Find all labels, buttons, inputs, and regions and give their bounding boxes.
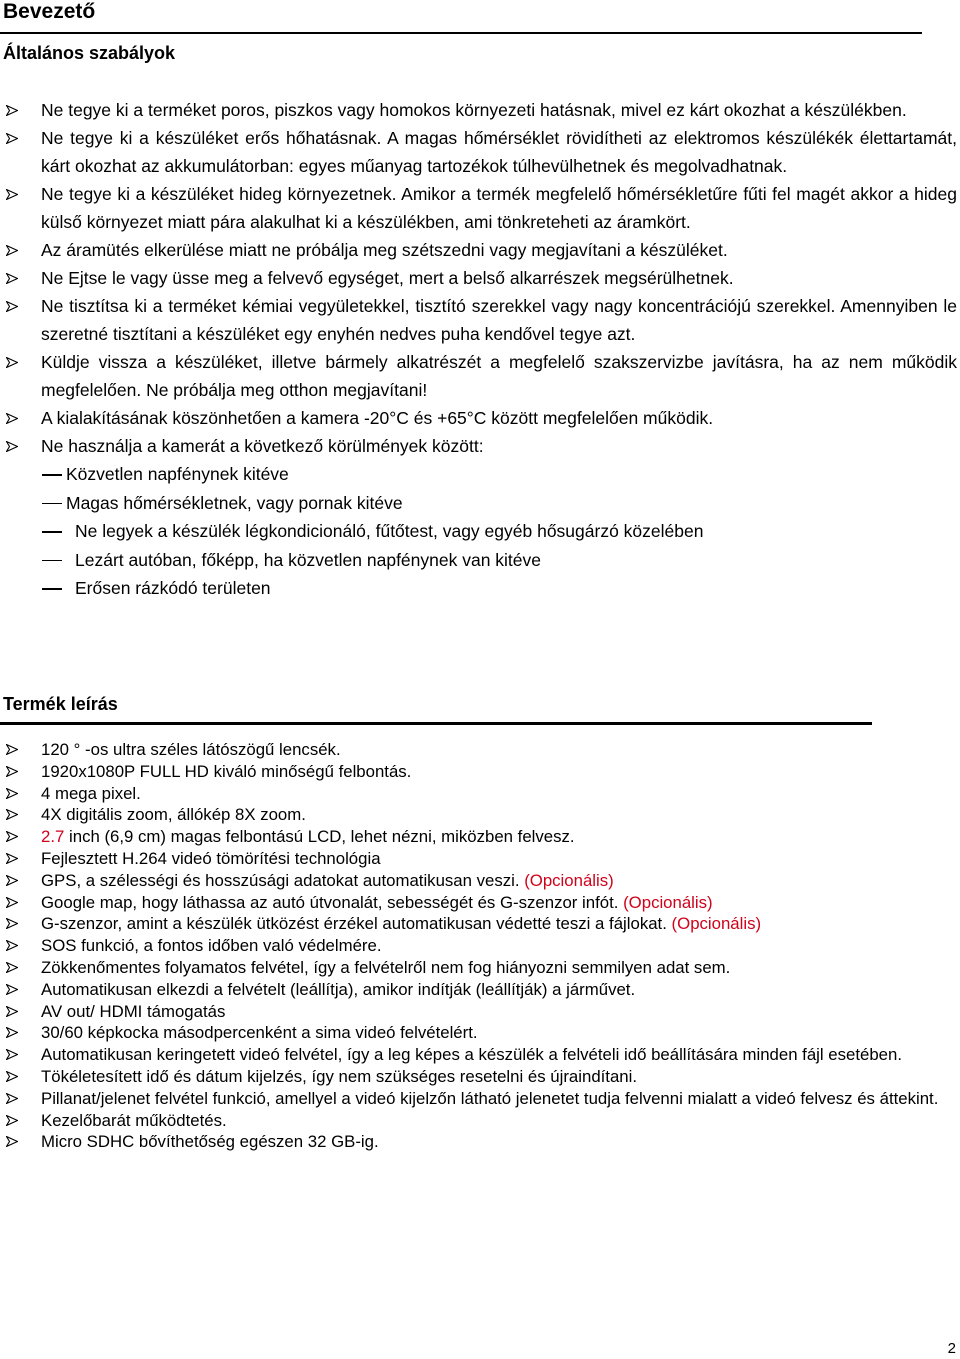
- arrow-bullet-icon: [6, 744, 18, 755]
- arrow-bullet-icon: [6, 273, 18, 284]
- list-item: Ne tegye ki a készüléket hideg környezetnek. Amikor a termék megfelelő hőmérsékletűre fűti fel magét akkor a hideg külső környezet miatt pára alakulhat ki a készülékben, ami tönkreteheti az áramkört.: [0, 180, 960, 236]
- list-item: Küldje vissza a készüléket, illetve bármely alkatrészét a megfelelő szakszervizbe javításra, ha az nem működik megfelelően. Ne próbálja meg otthon megjavítani!: [0, 348, 960, 404]
- feature-item: [0, 1022, 960, 1044]
- dash-bullet: [42, 474, 62, 476]
- arrow-bullet-icon: [6, 984, 18, 995]
- feature-text: Pillanat/jelenet felvétel funkció, amellyel a videó kijelzőn látható jelenetet tudja felvenni mialatt a videó felvesz és áttekint.: [41, 1088, 939, 1108]
- arrow-bullet-icon: [6, 1136, 18, 1147]
- arrow-bullet-icon: [6, 245, 18, 256]
- arrow-bullet-icon: [6, 301, 18, 312]
- arrow-bullet-icon: [6, 1115, 18, 1126]
- feature-item: [0, 892, 960, 914]
- arrow-bullet-icon: [6, 788, 18, 799]
- feature-item: [0, 1044, 960, 1066]
- arrow-bullet-icon: [6, 875, 18, 886]
- feature-item: [0, 761, 960, 783]
- arrow-bullet-icon: [6, 831, 18, 842]
- feature-text: 120 ° -os ultra széles látószögű lencsék.: [41, 740, 341, 759]
- general-rules-title: Általános szabályok: [3, 43, 176, 63]
- optional-label: (Opcionális): [524, 870, 614, 890]
- feature-text: Zökkenőmentes folyamatos felvétel, így a felvételről nem fog hiányozni semmilyen adat sem.: [41, 957, 731, 977]
- feature-text: G-szenzor, amint a készülék ütközést érzékel automatikusan védetté teszi a fájlokat.: [41, 914, 672, 934]
- feature-text: AV out/ HDMI támogatás: [41, 1001, 226, 1021]
- feature-text: 30/60 képkocka másodpercenként a sima videó felvételért.: [41, 1023, 478, 1043]
- feature-item: [0, 1066, 960, 1088]
- condition-item: Magas hőmérsékletnek, vagy pornak kitéve: [0, 489, 960, 518]
- arrow-bullet-icon: [6, 962, 18, 973]
- arrow-bullet-icon: [6, 441, 18, 452]
- arrow-bullet-icon: [6, 1027, 18, 1038]
- highlight-value: 2.7: [41, 827, 65, 847]
- feature-item: [0, 1110, 960, 1132]
- feature-text: inch (6,9 cm) magas felbontású LCD, lehet nézni, miközben felvesz.: [64, 827, 575, 847]
- feature-text: Tökéletesített idő és dátum kijelzés, így nem szükséges resetelni és újraindítani.: [41, 1066, 638, 1086]
- feature-item: [0, 848, 960, 870]
- list-item: A kialakításának köszönhetően a kamera -20°C és +65°C között megfelelően működik.: [0, 404, 960, 432]
- feature-text: Fejlesztett H.264 videó tömörítési technológia: [41, 848, 381, 868]
- arrow-bullet-icon: [6, 413, 18, 424]
- feature-text: 1920x1080P FULL HD kiváló minőségű felbontás.: [41, 761, 412, 781]
- feature-text: Automatikusan keringetett videó felvétel, így a leg képes a készülék a felvételi idő beállítására minden fájl esetében.: [41, 1045, 903, 1065]
- feature-text: Automatikusan elkezdi a felvételt (leállítja), amikor indítják (leállítják) a járművet.: [41, 979, 636, 999]
- arrow-bullet-icon: [6, 1049, 18, 1060]
- feature-item: [0, 957, 960, 979]
- optional-label: (Opcionális): [671, 914, 762, 934]
- section-rule: [0, 722, 872, 725]
- product-features-list: [0, 739, 960, 1153]
- heading-rule: [0, 32, 922, 34]
- arrow-bullet-icon: [6, 1071, 18, 1082]
- feature-item: [0, 1088, 960, 1110]
- product-description-title: Termék leírás: [3, 694, 118, 714]
- feature-text: Micro SDHC bővíthetőség egészen 32 GB-ig.: [41, 1132, 379, 1152]
- condition-item: Ne legyek a készülék légkondicionáló, fűtőtest, vagy egyéb hősugárzó közelében: [0, 517, 960, 546]
- feature-item: [0, 783, 960, 805]
- arrow-bullet-icon: [6, 940, 18, 951]
- arrow-bullet-icon: [6, 189, 18, 200]
- feature-item: [0, 1131, 960, 1153]
- feature-item: [0, 870, 960, 892]
- feature-text: Kezelőbarát működtetés.: [41, 1110, 227, 1130]
- list-item: Ne tisztítsa ki a terméket kémiai vegyületekkel, tisztító szerekkel vagy nagy koncentrációjú szerekkel. Amennyiben le szeretné tisztítani a készüléket egy enyhén nedves puha kendővel tegye azt.: [0, 292, 960, 348]
- dash-bullet: [42, 588, 62, 590]
- condition-item: Lezárt autóban, főképp, ha közvetlen napfénynek van kitéve: [0, 546, 960, 575]
- arrow-bullet-icon: [6, 897, 18, 908]
- feature-text: GPS, a szélességi és hosszúsági adatokat automatikusan veszi.: [41, 870, 525, 890]
- feature-item: [0, 826, 960, 848]
- feature-text: Google map, hogy láthassa az autó útvonalát, sebességét és G-szenzor infót.: [41, 892, 624, 912]
- page-heading: Bevezető: [3, 0, 96, 23]
- arrow-bullet-icon: [6, 853, 18, 864]
- list-item: Ne Ejtse le vagy üsse meg a felvevő egységet, mert a belső alkarrészek megsérülhetnek.: [0, 264, 960, 292]
- feature-item: [0, 739, 960, 761]
- arrow-bullet-icon: [6, 133, 18, 144]
- feature-item: [0, 935, 960, 957]
- arrow-bullet-icon: [6, 766, 18, 777]
- feature-text: SOS funkció, a fontos időben való védelmére.: [41, 936, 382, 956]
- dash-bullet: [42, 531, 62, 533]
- feature-item: [0, 913, 960, 935]
- arrow-bullet-icon: [6, 105, 18, 116]
- list-item: Ne használja a kamerát a következő körülmények között:: [0, 432, 960, 460]
- feature-text: 4 mega pixel.: [41, 783, 141, 803]
- list-item: Ne tegye ki a készüléket erős hőhatásnak. A magas hőmérséklet rövidítheti az elektromos készülékék élettartamát, kárt okozhat az akkumulátorban: egyes műanyag tartozékok túlhevülhetnek és megolvadhatnak.: [0, 124, 960, 180]
- feature-item: [0, 804, 960, 826]
- optional-label: (Opcionális): [623, 892, 713, 912]
- general-rules-list: [0, 96, 960, 603]
- arrow-bullet-icon: [6, 809, 18, 820]
- arrow-bullet-icon: [6, 1006, 18, 1017]
- dash-bullet: [42, 503, 62, 505]
- arrow-bullet-icon: [6, 918, 18, 929]
- condition-item: Erősen rázkódó területen: [0, 574, 960, 603]
- list-item: Ne tegye ki a terméket poros, piszkos vagy homokos környezeti hatásnak, mivel ez kárt okozhat a készülékben.: [0, 96, 960, 124]
- condition-item: Közvetlen napfénynek kitéve: [0, 460, 960, 489]
- arrow-bullet-icon: [6, 357, 18, 368]
- feature-item: [0, 1001, 960, 1023]
- arrow-bullet-icon: [6, 1093, 18, 1104]
- page-number: 2: [947, 1340, 956, 1357]
- dash-bullet: [42, 560, 62, 562]
- feature-text: 4X digitális zoom, állókép 8X zoom.: [41, 805, 306, 825]
- feature-item: [0, 979, 960, 1001]
- list-item: Az áramütés elkerülése miatt ne próbálja meg szétszedni vagy megjavítani a készüléket.: [0, 236, 960, 264]
